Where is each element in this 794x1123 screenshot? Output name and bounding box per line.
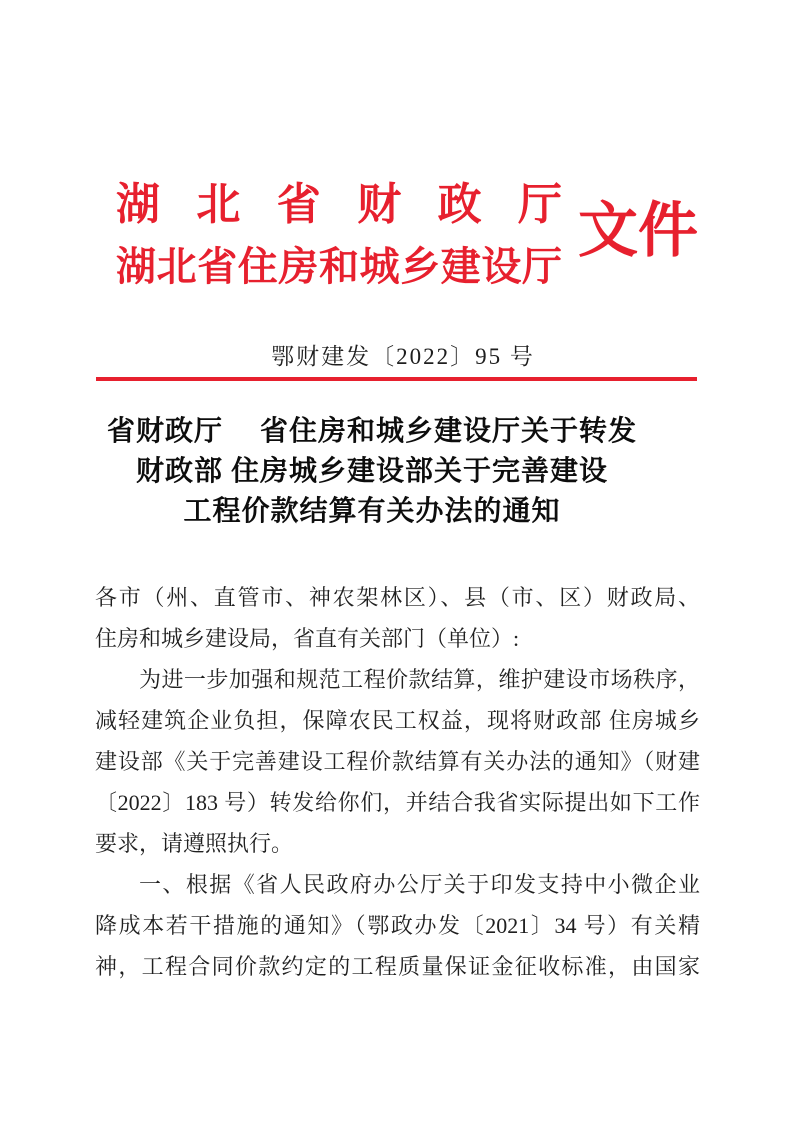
body-line: 各市（州、直管市、神农架林区）、县（市、区）财政局、 bbox=[95, 585, 700, 610]
document-title-line2: 财政部 住房城乡建设部关于完善建设 bbox=[135, 456, 608, 487]
body-line: 降成本若干措施的通知》（鄂政办发〔2021〕34 号）有关精 bbox=[95, 913, 700, 938]
body-line: 神，工程合同价款约定的工程质量保证金征收标准，由国家 bbox=[95, 954, 700, 979]
document-title-line1: 省财政厅 省住房和城乡建设厅关于转发 bbox=[106, 416, 637, 447]
body-text bbox=[95, 577, 700, 987]
document-number: 鄂财建发〔2022〕95 号 bbox=[271, 344, 535, 369]
document-type-label: 文件 bbox=[578, 198, 698, 264]
document-title-line3: 工程价款结算有关办法的通知 bbox=[183, 496, 561, 527]
body-line: 减轻建筑企业负担，保障农民工权益，现将财政部 住房城乡 bbox=[95, 708, 700, 733]
body-line: 为进一步加强和规范工程价款结算，维护建设市场秩序， bbox=[139, 667, 700, 692]
agency-name-line2: 湖北省住房和城乡建设厅 bbox=[116, 244, 562, 289]
agency-name-line1: 湖北省财政厅 bbox=[116, 180, 562, 229]
document-title bbox=[70, 412, 674, 532]
body-line: 要求，请遵照执行。 bbox=[95, 831, 294, 856]
body-line: 〔2022〕183 号）转发给你们，并结合我省实际提出如下工作 bbox=[95, 790, 700, 815]
letterhead bbox=[116, 176, 562, 296]
body-line: 建设部《关于完善建设工程价款结算有关办法的通知》（财建 bbox=[95, 749, 700, 774]
body-line: 住房和城乡建设局，省直有关部门（单位）: bbox=[95, 626, 520, 651]
red-separator-line bbox=[96, 377, 697, 381]
body-line: 一、根据《省人民政府办公厅关于印发支持中小微企业 bbox=[139, 872, 700, 897]
